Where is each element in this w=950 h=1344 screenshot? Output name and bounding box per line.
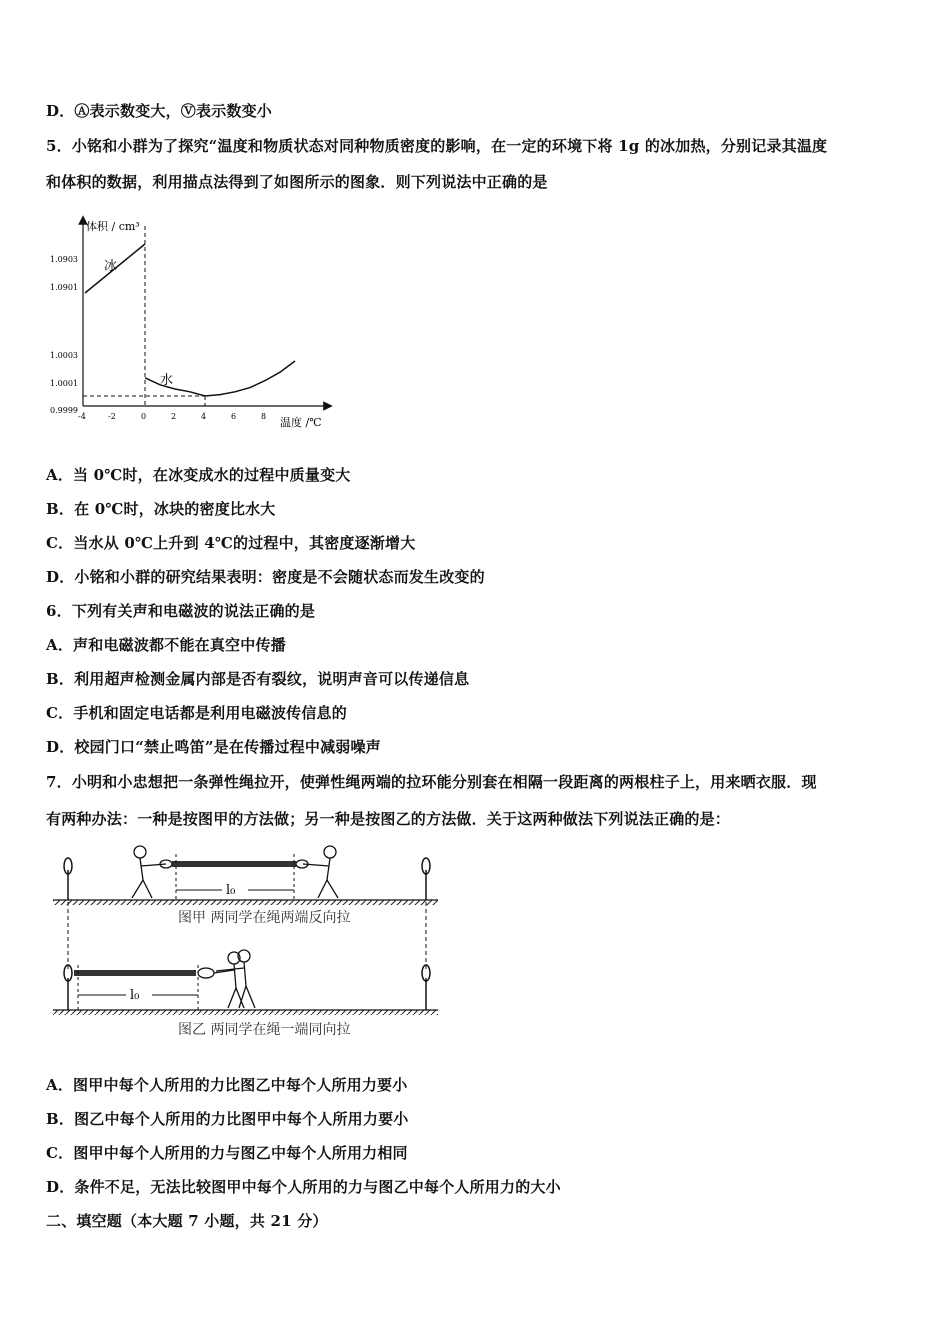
x-tick: 0 [141,412,147,421]
q7-option-b: B．图乙中每个人所用的力比图甲中每个人所用力要小 [46,1110,409,1128]
q6-stem: 6．下列有关声和电磁波的说法正确的是 [46,602,316,620]
x-tick: 4 [201,412,207,421]
y-tick: 1.0903 [50,255,78,264]
y-tick: 1.0001 [50,379,78,388]
post-right-b [422,965,430,1010]
y-axis-label: 体积 / cm³ [86,220,140,233]
q7-option-a: A．图甲中每个人所用的力比图乙中每个人所用力要小 [46,1076,408,1094]
post-right-a [422,858,430,900]
section2-title: 二、填空题（本大题 7 小题，共 21 分） [46,1212,328,1230]
post-left-b [64,965,72,1010]
q5-option-a: A．当 0℃时，在冰变成水的过程中质量变大 [46,466,351,484]
length-label-a: l₀ [226,883,236,898]
caption-b: 图乙 两同学在绳一端同向拉 [178,1022,351,1038]
q5-option-d: D．小铭和小群的研究结果表明：密度是不会随状态而发生改变的 [46,568,485,586]
person-right-a [303,846,338,898]
q4-option-d: D．Ⓐ表示数变大，Ⓥ表示数变小 [46,102,273,120]
series-label-water: 水 [160,373,174,388]
caption-a: 图甲 两同学在绳两端反向拉 [178,910,351,926]
q7-rope-figure [48,840,448,1045]
elastic-rope-b [74,970,196,976]
x-tick: -2 [108,412,116,421]
q6-option-b: B．利用超声检测金属内部是否有裂纹，说明声音可以传递信息 [46,670,470,688]
q7-option-d: D．条件不足，无法比较图甲中每个人所用的力与图乙中每个人所用力的大小 [46,1178,561,1196]
y-tick: 1.0901 [50,283,78,292]
series-label-ice: 冰 [104,259,118,274]
length-label-b: l₀ [130,988,140,1003]
q6-option-c: C．手机和固定电话都是利用电磁波传信息的 [46,704,347,722]
q7-stem-line2: 有两种办法：一种是按图甲的方法做；另一种是按图乙的方法做．关于这两种做法下列说法正确的是： [46,810,731,828]
y-tick: 1.0003 [50,351,78,360]
q5-option-b: B．在 0℃时，冰块的密度比水大 [46,500,276,518]
q7-stem-line1: 7．小明和小忠想把一条弹性绳拉开，使弹性绳两端的拉环能分别套在相隔一段距离的两根柱子上，用来晒衣服．现 [46,773,817,791]
ground-b [53,1010,438,1015]
post-left-a [64,858,72,900]
x-tick: -4 [78,412,86,421]
x-tick: 2 [171,412,177,421]
q5-option-c: C．当水从 0℃上升到 4℃的过程中，其密度逐渐增大 [46,534,416,552]
q6-option-a: A．声和电磁波都不能在真空中传播 [46,636,286,654]
rope-ring-b [198,968,214,978]
q6-option-d: D．校园门口“禁止鸣笛”是在传播过程中减弱噪声 [46,738,381,756]
y-tick: 0.9999 [50,406,78,415]
x-tick: 6 [231,412,237,421]
q5-stem-line2: 和体积的数据，利用描点法得到了如图所示的图象．则下列说法中正确的是 [46,173,548,191]
x-tick: 8 [261,412,267,421]
x-axis-label: 温度 /℃ [280,416,322,429]
q7-option-c: C．图甲中每个人所用的力与图乙中每个人所用力相同 [46,1144,408,1162]
q5-volume-temperature-chart [48,212,348,434]
ground-a [53,900,438,905]
q5-stem-line1: 5．小铭和小群为了探究“温度和物质状态对同种物质密度的影响，在一定的环境下将 1g 的冰加热，分别记录其温度 [46,137,828,155]
elastic-rope-a [172,861,296,867]
persons-b [214,950,255,1008]
person-left-a [132,846,166,898]
